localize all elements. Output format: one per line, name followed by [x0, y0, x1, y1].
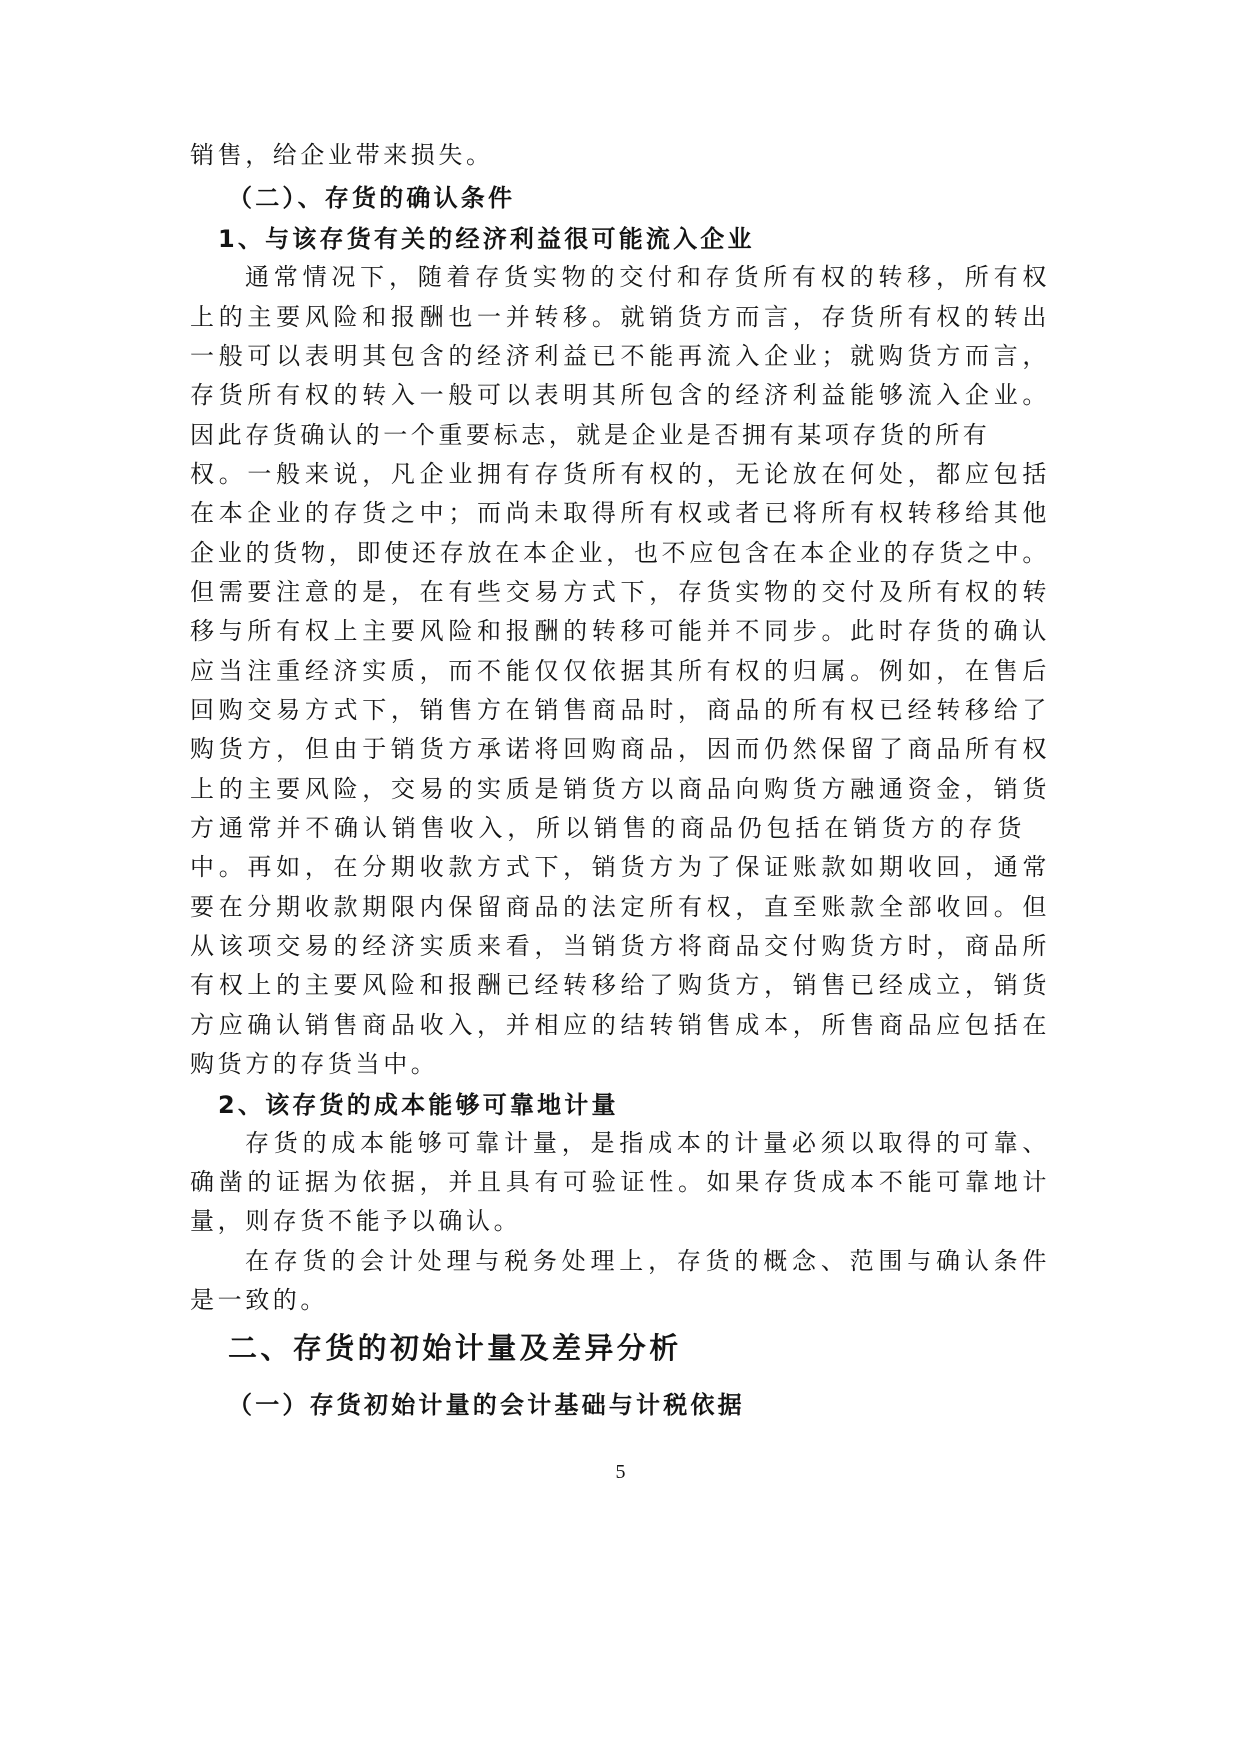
paragraph-line: 确凿的证据为依据，并且具有可验证性。如果存货成本不能可靠地计	[190, 1168, 1050, 1196]
paragraph-line: 权。一般来说，凡企业拥有存货所有权的，无论放在何处，都应包括	[190, 460, 1050, 488]
paragraph-line: 一般可以表明其包含的经济利益已不能再流入企业；就购货方而言，	[190, 342, 1050, 370]
chapter-heading-initial-measurement: 二、存货的初始计量及差异分析	[228, 1331, 682, 1365]
paragraph-line: 量，则存货不能予以确认。	[190, 1207, 522, 1235]
page-number: 5	[615, 1461, 626, 1483]
paragraph-line: 要在分期收款期限内保留商品的法定所有权，直至账款全部收回。但	[190, 893, 1050, 921]
paragraph-line: 上的主要风险和报酬也一并转移。就销货方而言，存货所有权的转出	[190, 303, 1050, 331]
paragraph-line: 存货所有权的转入一般可以表明其所包含的经济利益能够流入企业。	[190, 381, 1050, 409]
paragraph-line: 上的主要风险，交易的实质是销货方以商品向购货方融通资金，销货	[190, 775, 1050, 803]
paragraph-line: 通常情况下，随着存货实物的交付和存货所有权的转移，所有权	[245, 263, 1050, 291]
paragraph-line: 存货的成本能够可靠计量，是指成本的计量必须以取得的可靠、	[245, 1129, 1050, 1157]
paragraph-line: 方通常并不确认销售收入，所以销售的商品仍包括在销货方的存货	[190, 814, 1025, 842]
paragraph-line: 应当注重经济实质，而不能仅仅依据其所有权的归属。例如，在售后	[190, 657, 1050, 685]
paragraph-line: 回购交易方式下，销售方在销售商品时，商品的所有权已经转移给了	[190, 696, 1050, 724]
paragraph-line: 在存货的会计处理与税务处理上，存货的概念、范围与确认条件	[245, 1247, 1050, 1275]
paragraph-line: 但需要注意的是，在有些交易方式下，存货实物的交付及所有权的转	[190, 578, 1050, 606]
paragraph-line: 中。再如，在分期收款方式下，销货方为了保证账款如期收回，通常	[190, 853, 1050, 881]
paragraph-line: 是一致的。	[190, 1286, 328, 1314]
paragraph-line: 从该项交易的经济实质来看，当销货方将商品交付购货方时，商品所	[190, 932, 1050, 960]
paragraph-line: 方应确认销售商品收入，并相应的结转销售成本，所售商品应包括在	[190, 1011, 1050, 1039]
paragraph-line: 因此存货确认的一个重要标志，就是企业是否拥有某项存货的所有	[190, 421, 991, 449]
item-heading-reliable-measurement: 2、该存货的成本能够可靠地计量	[218, 1091, 619, 1119]
paragraph-line: 企业的货物，即使还存放在本企业，也不应包含在本企业的存货之中。	[190, 539, 1050, 567]
paragraph-line: 在本企业的存货之中；而尚未取得所有权或者已将所有权转移给其他	[190, 499, 1050, 527]
paragraph-line: 购货方的存货当中。	[190, 1050, 439, 1078]
paragraph-line: 有权上的主要风险和报酬已经转移给了购货方，销售已经成立，销货	[190, 971, 1050, 999]
paragraph-line: 移与所有权上主要风险和报酬的转移可能并不同步。此时存货的确认	[190, 617, 1050, 645]
subsection-heading-accounting-basis: （一）存货初始计量的会计基础与计税依据	[228, 1391, 745, 1419]
section-heading-confirmation-conditions: （二）、存货的确认条件	[228, 184, 516, 212]
item-heading-economic-benefits: 1、与该存货有关的经济利益很可能流入企业	[218, 225, 755, 253]
paragraph-line: 购货方，但由于销货方承诺将回购商品，因而仍然保留了商品所有权	[190, 735, 1050, 763]
continuation-text: 销售，给企业带来损失。	[190, 141, 494, 169]
